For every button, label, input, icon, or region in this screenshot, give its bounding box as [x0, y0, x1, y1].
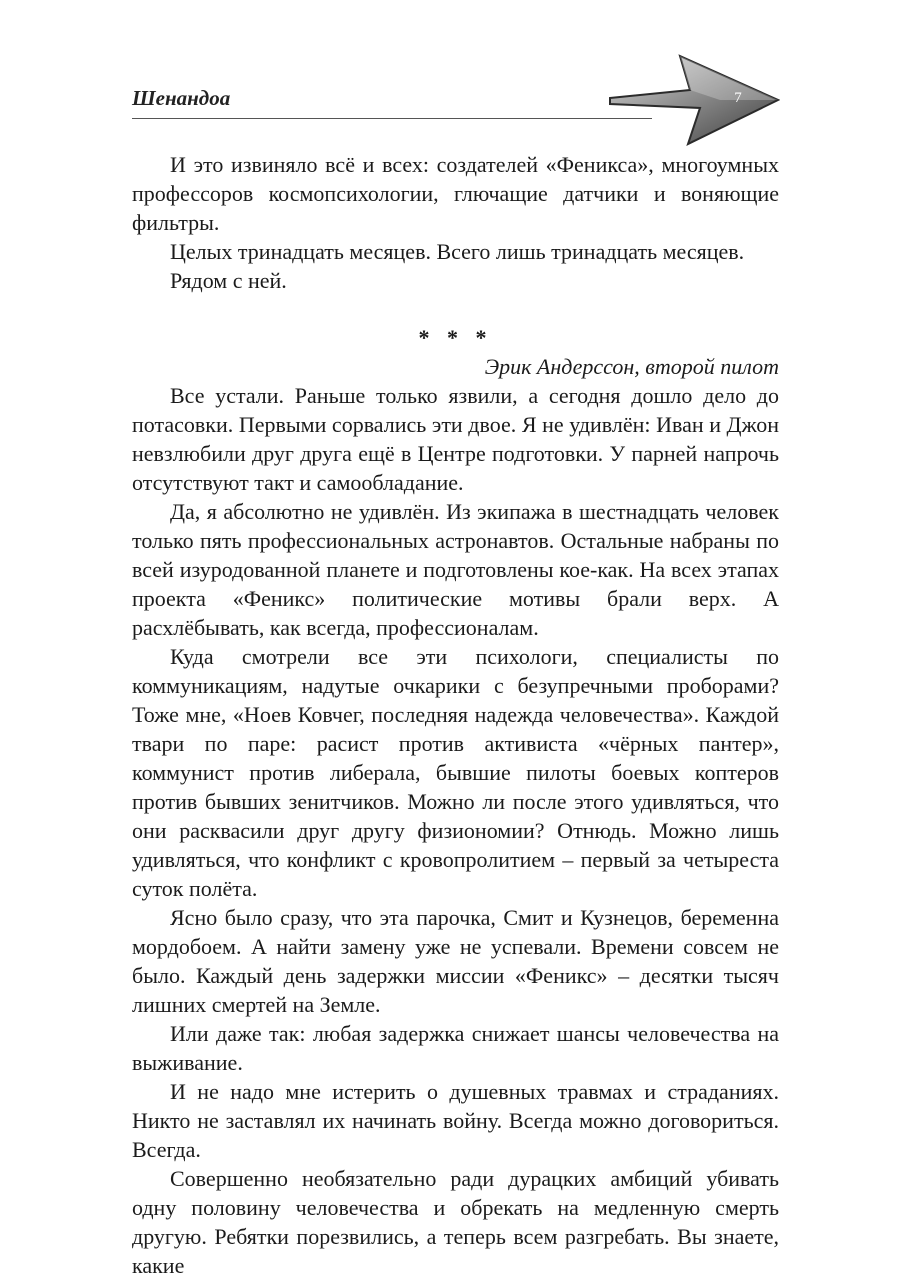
paragraph: Рядом с ней. — [170, 268, 287, 293]
paragraph: Все устали. Раньше только язвили, а сегодня дошло дело до потасовки. Первыми сорвались эти двое. Я не удивлён: Иван и Джон невзлюбили друг друга ещё в Центре подготовки. У парней напрочь отсутствуют такт и самообладание. — [132, 383, 779, 495]
paragraph: Ясно было сразу, что эта парочка, Смит и Кузнецов, беременна мордобоем. А найти замену уже не успевали. Времени совсем не было. Каждый день задержки миссии «Феникс» – десятки тысяч лишних смертей на Земле. — [132, 905, 779, 1017]
paragraph: И не надо мне истерить о душевных травмах и страданиях. Никто не заставлял их начинать войну. Всегда можно договориться. Всегда. — [132, 1079, 779, 1162]
page-body — [132, 150, 779, 1280]
page-header — [0, 0, 900, 150]
speaker-line: Эрик Андерссон, второй пилот — [484, 354, 779, 379]
arrow-icon — [600, 54, 780, 146]
header-rule — [132, 118, 652, 119]
paragraph: Или даже так: любая задержка снижает шансы человечества на выживание. — [132, 1021, 779, 1075]
paragraph: И это извиняло всё и всех: создателей «Феникса», многоумных профессоров космопсихологии, глючащие датчики и воняющие фильтры. — [132, 152, 779, 235]
paragraph: Да, я абсолютно не удивлён. Из экипажа в шестнадцать человек только пять профессиональных астронавтов. Остальные набраны по всей изуродованной планете и подготовлены кое-как. На всех этапах проекта «Феникс» политические мотивы брали верх. А расхлёбывать, как всегда, профессионалам. — [132, 499, 779, 640]
paragraph: Целых тринадцать месяцев. Всего лишь тринадцать месяцев. — [170, 239, 745, 264]
section-separator: * * * — [418, 325, 493, 350]
paragraph: Куда смотрели все эти психологи, специалисты по коммуникациям, надутые очкарики с безупречными проборами? Тоже мне, «Ноев Ковчег, последняя надежда человечества». Каждой твари по паре: расист против активиста «чёрных пантер», коммунист против либерала, бывшие пилоты боевых коптеров против бывших зенитчиков. Можно ли после этого удивляться, что они расквасили друг другу физиономии? Отнюдь. Можно лишь удивляться, что конфликт с кровопролитием – первый за четыреста суток полёта. — [132, 644, 779, 901]
running-title: Шенандоа — [132, 86, 231, 110]
paragraph: Совершенно необязательно ради дурацких амбиций убивать одну половину человечества и обрекать на медленную смерть другую. Ребятки порезвились, а теперь всем разгребать. Вы знаете, какие — [132, 1166, 779, 1278]
page-number: 7 — [734, 90, 742, 106]
